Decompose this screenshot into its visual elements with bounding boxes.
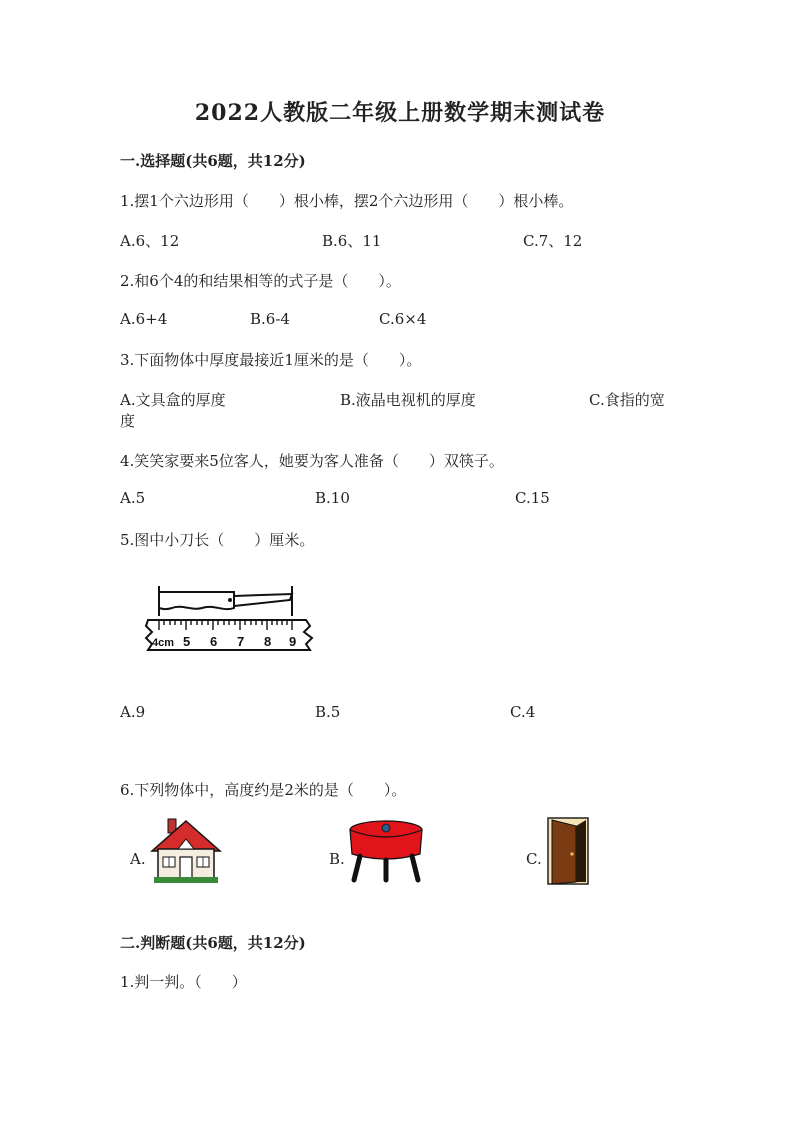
q5-option-c: C.4 <box>510 703 536 721</box>
section-heading-judge: 二.判断题(共6题，共12分) <box>120 934 306 952</box>
q3-option-a: A.文具盒的厚度 <box>120 391 226 409</box>
q1-option-b: B.6、11 <box>322 232 382 250</box>
q2-option-a: A.6+4 <box>120 310 168 328</box>
q4-option-a: A.5 <box>120 489 146 507</box>
ruler-label-7: 7 <box>237 634 245 649</box>
knife-icon <box>159 586 292 616</box>
q3-option-b: B.液晶电视机的厚度 <box>340 391 476 409</box>
ruler-icon <box>146 620 312 650</box>
question-4: 4.笑笑家要来5位客人，她要为客人准备（ ）双筷子。 <box>120 452 504 470</box>
question-6: 6.下列物体中，高度约是2米的是（ ）。 <box>120 781 407 799</box>
ruler-label-8: 8 <box>264 634 272 649</box>
ruler-label-4cm: 4cm <box>152 637 175 649</box>
house-icon <box>150 815 222 885</box>
q4-option-b: B.10 <box>315 489 350 507</box>
q6-option-c: C. <box>526 850 542 868</box>
q5-option-a: A.9 <box>120 703 146 721</box>
q1-option-a: A.6、12 <box>120 232 180 250</box>
knife-ruler-figure <box>140 582 320 660</box>
question-2: 2.和6个4的和结果相等的式子是（ ）。 <box>120 272 401 290</box>
q6-option-a: A. <box>130 850 146 868</box>
page-title: 2022人教版二年级上册数学期末测试卷 <box>194 100 606 126</box>
q3-option-c: C.食指的宽 <box>589 391 665 409</box>
ruler-label-5: 5 <box>183 634 191 649</box>
q1-option-c: C.7、12 <box>523 232 583 250</box>
section-heading-choice: 一.选择题(共6题，共12分) <box>120 152 306 170</box>
q2-option-b: B.6-4 <box>250 310 290 328</box>
q6-option-b: B. <box>329 850 345 868</box>
ruler-label-9: 9 <box>289 634 297 649</box>
door-icon <box>546 816 590 886</box>
question-1: 1.摆1个六边形用（ ）根小棒，摆2个六边形用（ ）根小棒。 <box>120 192 574 210</box>
q4-option-c: C.15 <box>515 489 550 507</box>
ruler-label-6: 6 <box>210 634 218 649</box>
question-3: 3.下面物体中厚度最接近1厘米的是（ ）。 <box>120 351 422 369</box>
q2-option-c: C.6×4 <box>379 310 427 328</box>
table-icon <box>346 818 426 884</box>
question-5: 5.图中小刀长（ ）厘米。 <box>120 531 315 549</box>
judge-question-1: 1.判一判。（ ） <box>120 973 247 991</box>
q5-option-b: B.5 <box>315 703 341 721</box>
q3-option-c-wrap: 度 <box>120 412 136 430</box>
